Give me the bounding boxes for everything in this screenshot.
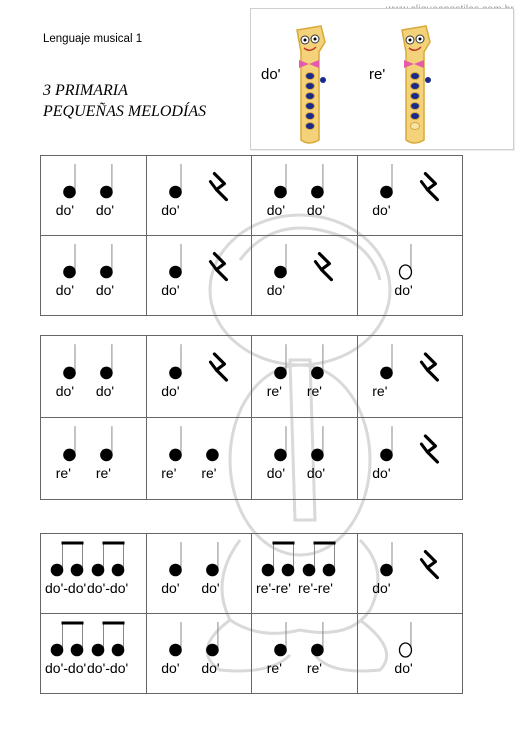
measure-notation: [358, 156, 464, 236]
quarter-note-icon: [51, 644, 64, 657]
half-note-icon: [399, 265, 411, 279]
measure-cell: [41, 336, 147, 418]
quarter-note-icon: [274, 186, 287, 199]
note-name-label: re': [306, 382, 322, 399]
title-line-2: PEQUEÑAS MELODÍAS: [43, 103, 207, 120]
measure-notation: [147, 418, 253, 500]
flute-hole: [411, 83, 420, 90]
quarter-note-icon: [380, 449, 393, 462]
thumb-hole: [425, 77, 431, 83]
measure-cell: [147, 336, 253, 418]
quarter-rest-icon: [421, 354, 437, 380]
quarter-rest-icon: [210, 254, 226, 280]
flute-re-illustration: [390, 22, 440, 147]
measure-cell: [41, 156, 147, 236]
quarter-note-icon: [274, 266, 287, 279]
flute-right-label: re': [369, 66, 386, 83]
note-name-label: do': [161, 660, 180, 676]
note-name-label: do': [201, 660, 220, 676]
note-name-label: do'-do': [45, 660, 87, 676]
note-name-label: do': [161, 202, 180, 218]
measure-cell: [252, 534, 358, 614]
quarter-rest-icon: [315, 254, 331, 280]
quarter-rest-icon: [210, 354, 226, 380]
measure-cell: [252, 236, 358, 316]
measure-cell: [41, 614, 147, 694]
quarter-note-icon: [169, 186, 182, 199]
quarter-rest-icon: [421, 174, 437, 200]
page-title: [43, 80, 206, 122]
quarter-note-icon: [380, 367, 393, 380]
quarter-note-icon: [100, 449, 113, 462]
note-name-label: re'-re': [298, 580, 333, 596]
quarter-note-icon: [92, 564, 105, 577]
note-name-label: do'-do': [45, 580, 87, 596]
half-note-icon: [399, 643, 411, 657]
measure-notation: [252, 156, 358, 236]
note-name-label: re': [95, 464, 111, 481]
note-name-label: re': [201, 464, 217, 481]
note-name-label: re': [55, 464, 71, 481]
exercise-grid: [40, 155, 463, 316]
measure-cell: [41, 418, 147, 500]
flute-hole: [306, 93, 315, 100]
note-name-label: re': [266, 660, 282, 676]
note-name-label: do': [372, 464, 391, 481]
quarter-note-icon: [112, 644, 125, 657]
note-name-label: do': [372, 202, 391, 218]
measure-notation: [41, 156, 147, 236]
note-name-label: re': [372, 382, 388, 399]
measure-notation: [41, 236, 147, 316]
measure-cell: [358, 236, 464, 316]
measure-cell: [358, 534, 464, 614]
quarter-note-icon: [303, 564, 316, 577]
measure-notation: [358, 336, 464, 418]
quarter-rest-icon: [210, 174, 226, 200]
subject-label: Lenguaje musical 1: [43, 33, 143, 45]
measure-notation: [358, 534, 464, 614]
flute-hole: [306, 103, 315, 110]
quarter-note-icon: [311, 367, 324, 380]
note-name-label: do': [55, 202, 75, 218]
measure-notation: [147, 534, 253, 614]
quarter-note-icon: [63, 186, 76, 199]
measure-cell: [358, 418, 464, 500]
quarter-note-icon: [51, 564, 64, 577]
measure-cell: [147, 156, 253, 236]
quarter-note-icon: [100, 367, 113, 380]
flute-pupil: [409, 39, 412, 42]
flute-hole: [411, 73, 420, 80]
quarter-note-icon: [274, 449, 287, 462]
quarter-note-icon: [100, 186, 113, 199]
thumb-hole: [320, 77, 326, 83]
quarter-note-icon: [262, 564, 275, 577]
note-name-label: re'-re': [256, 580, 291, 596]
note-name-label: do': [161, 282, 180, 298]
note-name-label: do': [95, 382, 115, 399]
quarter-note-icon: [71, 564, 84, 577]
quarter-note-icon: [112, 564, 125, 577]
flute-hole: [306, 123, 315, 130]
quarter-rest-icon: [421, 552, 437, 578]
measure-notation: [41, 534, 147, 614]
measure-cell: [147, 614, 253, 694]
flute-pupil: [419, 38, 422, 41]
measure-notation: [358, 614, 464, 694]
measure-notation: [252, 236, 358, 316]
note-name-label: do': [394, 660, 413, 676]
note-name-label: do': [306, 202, 326, 218]
measure-cell: [41, 534, 147, 614]
quarter-note-icon: [311, 186, 324, 199]
flute-hole: [411, 113, 420, 120]
flute-pupil: [314, 38, 317, 41]
measure-cell: [252, 614, 358, 694]
quarter-note-icon: [169, 564, 182, 577]
flute-hole: [411, 123, 420, 130]
quarter-note-icon: [63, 449, 76, 462]
measure-notation: [252, 534, 358, 614]
note-name-label: re': [266, 382, 282, 399]
quarter-note-icon: [92, 644, 105, 657]
measure-cell: [41, 236, 147, 316]
measure-notation: [147, 614, 253, 694]
measure-notation: [358, 418, 464, 500]
measure-cell: [358, 336, 464, 418]
flute-hole: [411, 93, 420, 100]
note-name-label: do': [306, 464, 326, 481]
quarter-note-icon: [380, 186, 393, 199]
quarter-note-icon: [169, 644, 182, 657]
quarter-note-icon: [311, 644, 324, 657]
note-name-label: do': [55, 282, 75, 298]
quarter-note-icon: [63, 367, 76, 380]
flute-left-label: do': [261, 66, 281, 83]
note-name-label: do': [266, 202, 286, 218]
measure-cell: [252, 336, 358, 418]
quarter-note-icon: [380, 564, 393, 577]
flute-pupil: [304, 39, 307, 42]
note-name-label: re': [306, 660, 322, 676]
note-name-label: do': [394, 282, 413, 298]
quarter-note-icon: [282, 564, 295, 577]
note-name-label: do': [201, 580, 220, 596]
measure-cell: [252, 156, 358, 236]
flute-do-illustration: [285, 22, 335, 147]
exercise-grid: [40, 335, 463, 500]
measure-notation: [41, 614, 147, 694]
exercise-grid: [40, 533, 463, 694]
measure-notation: [147, 236, 253, 316]
measure-cell: [358, 614, 464, 694]
note-name-label: re': [161, 464, 177, 481]
quarter-note-icon: [206, 644, 219, 657]
quarter-note-icon: [169, 266, 182, 279]
quarter-note-icon: [274, 644, 287, 657]
quarter-note-icon: [274, 367, 287, 380]
note-name-label: do': [161, 580, 180, 596]
quarter-note-icon: [63, 266, 76, 279]
measure-notation: [252, 418, 358, 500]
measure-cell: [147, 236, 253, 316]
note-name-label: do'-do': [87, 580, 129, 596]
quarter-note-icon: [71, 644, 84, 657]
quarter-note-icon: [206, 564, 219, 577]
note-name-label: do': [161, 382, 180, 399]
note-name-label: do': [372, 580, 391, 596]
measure-notation: [41, 336, 147, 418]
quarter-note-icon: [206, 449, 219, 462]
flute-hole: [306, 83, 315, 90]
measure-cell: [358, 156, 464, 236]
measure-cell: [147, 418, 253, 500]
flute-hole: [306, 73, 315, 80]
note-name-label: do'-do': [87, 660, 129, 676]
measure-notation: [147, 336, 253, 418]
note-name-label: do': [266, 282, 286, 298]
measure-notation: [147, 156, 253, 236]
measure-notation: [252, 614, 358, 694]
note-name-label: do': [266, 464, 286, 481]
quarter-note-icon: [100, 266, 113, 279]
flute-hole: [306, 113, 315, 120]
note-name-label: do': [95, 282, 115, 298]
quarter-note-icon: [323, 564, 336, 577]
quarter-rest-icon: [421, 436, 437, 462]
title-line-1: 3 PRIMARIA: [43, 82, 128, 99]
measure-cell: [147, 534, 253, 614]
measure-cell: [252, 418, 358, 500]
note-name-label: do': [95, 202, 115, 218]
quarter-note-icon: [311, 449, 324, 462]
note-name-label: do': [55, 382, 75, 399]
quarter-note-icon: [169, 367, 182, 380]
measure-notation: [358, 236, 464, 316]
measure-notation: [252, 336, 358, 418]
quarter-note-icon: [169, 449, 182, 462]
flute-hole: [411, 103, 420, 110]
measure-notation: [41, 418, 147, 500]
